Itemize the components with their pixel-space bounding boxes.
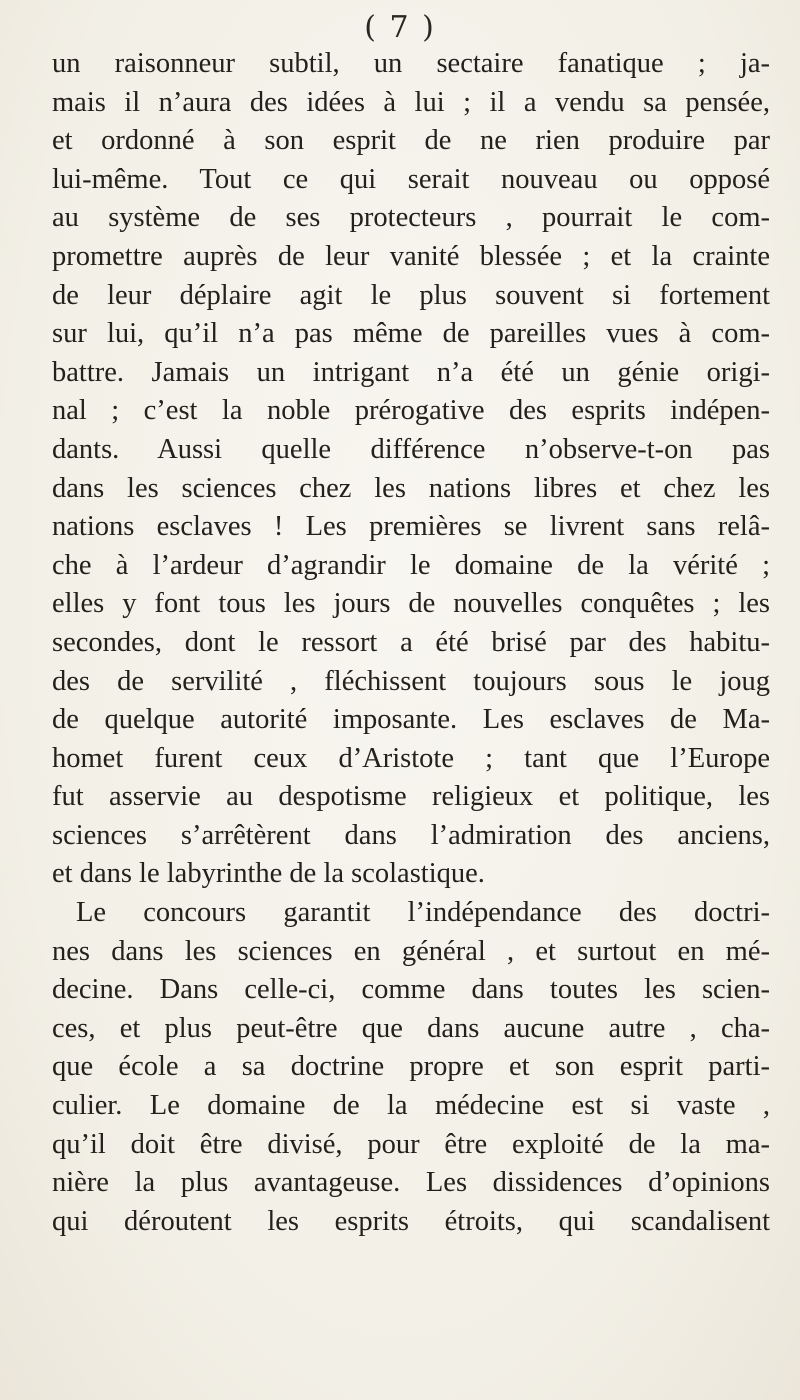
text-line: des de servilité , fléchissent toujours sous le joug [52, 665, 770, 697]
body-text [52, 45, 770, 1241]
text-line: dants. Aussi quelle différence n’observe-t-on pas [52, 433, 770, 465]
text-line: promettre auprès de leur vanité blessée ; et la crainte [52, 240, 770, 272]
text-line: nations esclaves ! Les premières se livrent sans relâ- [52, 511, 770, 543]
text-line: Le concours garantit l’indépendance des doctri- [76, 897, 770, 929]
text-line: un raisonneur subtil, un sectaire fanatique ; ja- [52, 48, 770, 79]
text-line: mais il n’aura des idées à lui ; il a vendu sa pensée, [52, 86, 770, 118]
text-line: ces, et plus peut-être que dans aucune autre , cha- [52, 1012, 770, 1044]
text-line: nière la plus avantageuse. Les dissidences d’opinions [52, 1167, 770, 1199]
text-line: dans les sciences chez les nations libres et chez les [52, 472, 770, 504]
text-line: et dans le labyrinthe de la scolastique. [52, 858, 485, 890]
text-line: lui-même. Tout ce qui serait nouveau ou opposé [52, 163, 770, 195]
text-line: qu’il doit être divisé, pour être exploité de la ma- [52, 1128, 770, 1160]
text-line: che à l’ardeur d’agrandir le domaine de la vérité ; [52, 549, 770, 581]
text-line: et ordonné à son esprit de ne rien produire par [52, 125, 770, 157]
text-line: nal ; c’est la noble prérogative des esprits indépen- [52, 395, 770, 427]
text-line: qui déroutent les esprits étroits, qui scandalisent [52, 1205, 770, 1237]
text-line: que école a sa doctrine propre et son esprit parti- [52, 1051, 770, 1083]
text-line: homet furent ceux d’Aristote ; tant que l’Europe [52, 742, 770, 774]
text-line: battre. Jamais un intrigant n’a été un génie origi- [52, 356, 770, 388]
text-line: culier. Le domaine de la médecine est si vaste , [52, 1090, 770, 1122]
page-number: ( 7 ) [364, 10, 436, 45]
text-line: elles y font tous les jours de nouvelles conquêtes ; les [52, 588, 770, 620]
text-line: sciences s’arrêtèrent dans l’admiration des anciens, [52, 819, 770, 851]
text-line: de quelque autorité imposante. Les esclaves de Ma- [52, 704, 770, 736]
text-line: decine. Dans celle-ci, comme dans toutes les scien- [52, 974, 770, 1006]
text-line: fut asservie au despotisme religieux et politique, les [52, 781, 770, 813]
text-line: nes dans les sciences en général , et surtout en mé- [52, 935, 770, 967]
text-line: secondes, dont le ressort a été brisé par des habitu- [52, 626, 770, 658]
text-line: de leur déplaire agit le plus souvent si fortement [52, 279, 770, 311]
text-line: sur lui, qu’il n’a pas même de pareilles vues à com- [52, 318, 770, 350]
text-line: au système de ses protecteurs , pourrait le com- [52, 202, 770, 234]
